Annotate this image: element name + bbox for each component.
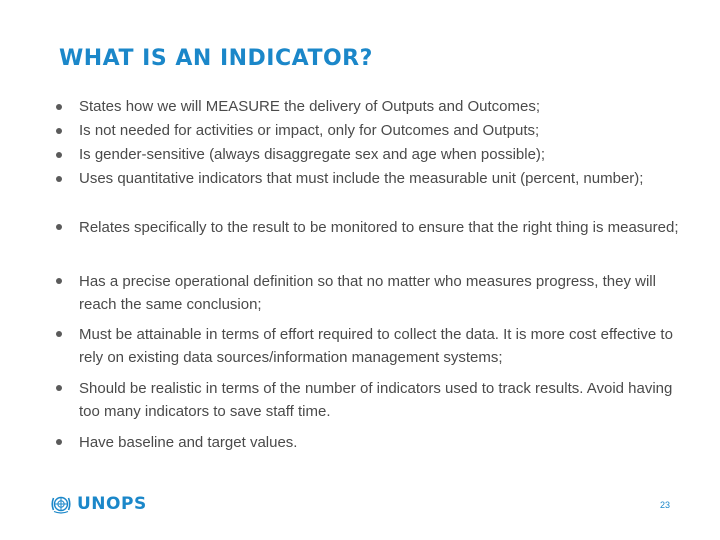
bullet-dot [56, 224, 62, 230]
list-item-text: Have baseline and target values. [79, 434, 298, 451]
logo-text: UNOPS [77, 494, 147, 514]
list-item-text: Uses quantitative indicators that must include the measurable unit (percent, number); [79, 170, 644, 187]
bullet-dot [56, 176, 62, 182]
bullet-dot [56, 128, 62, 134]
bullet-dot [56, 278, 62, 284]
list-item-text: Is gender-sensitive (always disaggregate sex and age when possible); [79, 146, 546, 163]
list-item-text: States how we will MEASURE the delivery of Outputs and Outcomes; [79, 98, 541, 115]
list-item-text: Is not needed for activities or impact, only for Outcomes and Outputs; [79, 122, 540, 139]
list-item-text: Relates specifically to the result to be monitored to ensure that the right thing is measured; [79, 219, 679, 236]
list-item-text: Must be attainable in terms of effort required to collect the data. It is more cost effective to rely on existing data sources/information management systems; [79, 326, 673, 366]
bullet-dot [56, 439, 62, 445]
bullet-dot [56, 152, 62, 158]
bullet-dot [56, 385, 62, 391]
page-number: 23 [659, 500, 670, 510]
list-item-text: Has a precise operational definition so that no matter who measures progress, they will reach the same conclusion; [79, 273, 656, 313]
list-item-text: Should be realistic in terms of the number of indicators used to track results. Avoid having too many indicators to save staff time. [79, 380, 673, 420]
bullet-dot [56, 331, 62, 337]
slide-title: WHAT IS AN INDICATOR? [59, 46, 373, 71]
unops-logo [50, 493, 147, 515]
bullet-dot [56, 104, 62, 110]
un-emblem-icon [50, 493, 72, 515]
